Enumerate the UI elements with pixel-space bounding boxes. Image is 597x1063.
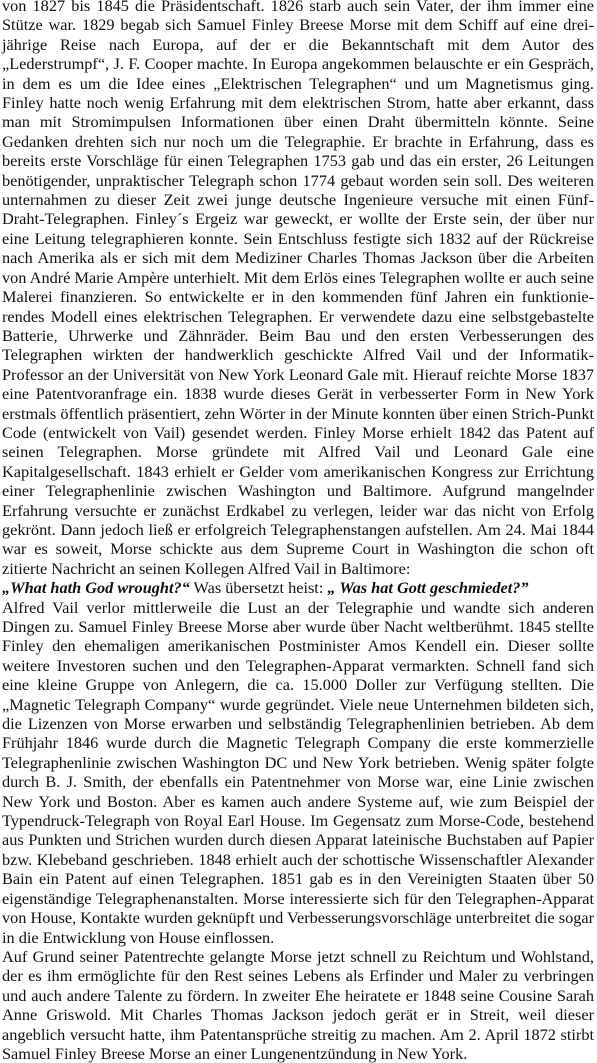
paragraph-1-text: von 1827 bis 1845 die Präsidentschaft. 1826 starb auch sein Vater, der ihm immer eine Stütze war. 1829 begab sich Samuel Finley Breese Morse mit dem Schiff auf eine drei-jährige Reise nach Europa, auf der er die Bekanntschaft mit dem Autor des „Lederstrumpf“, J. F. Cooper machte. In Europa angekommen belauschte er ein Gespräch, in dem es um die Idee eines „Elektrischen Telegraphen“ und um Magnetismus ging. Finley hatte noch wenig Erfahrung mit dem elektrischen Strom, hatte aber erkannt, dass man mit Stromimpulsen Informationen über einen Draht übermitteln könnte. Seine Gedanken drehten sich nur noch um die Telegraphie. Er brachte in Erfahrung, dass es bereits erste Vorschläge für einen Telegraphen 1753 gab und das ein erster, 26 Leitungen benötigender, unpraktischer Telegraph schon 1774 gebaut worden sein soll. Des weiteren unternahmen zu dieser Zeit zwei junge deutsche Ingenieure versuche mit einen Fünf-Draht-Telegraphen. Finley´s Ergeiz war geweckt, er wollte der Erste sein, der über nur eine Leitung telegraphieren konnte. Sein Entschluss festigte sich 1832 auf der Rückreise nach Amerika als er sich mit dem Mediziner Charles Thomas Jackson über die Arbeiten von André Marie Ampère unterhielt. Mit dem Erlös eines Telegraphen wollte er auch seine Malerei finanzieren. So entwickelte er in den kommenden fünf Jahren ein funktionierendes Modell eines elektrischen Telegraphen. Er verwendete dazu eine selbstgebastelte Batterie, Uhrwerke und Zähnräder. Beim Bau und den ersten Verbesserungen des Telegraphen wirkten der handwerklich geschickte Alfred Vail und der Informatik-Professor an der Universität von New York Leonard Gale mit. Hierauf reichte Morse 1837 eine Patentvoranfrage ein. 1838 wurde dieses Gerät in verbesserter Form in New York erstmals öffentlich präsentiert, zehn Wörter in der Minute konnten über einen Strich-Punkt Code (entwickelt von Vail) gesendet werden. Finley Morse erhielt 1842 das Patent auf seinen Telegraphen. Morse gründete mit Alfred Vail und Leonard Gale eine Kapitalgesellschaft. 1843 erhielt er Gelder vom amerikanischen Kongress zur Errichtung einer Telegraphenlinie zwischen Washington und Baltimore. Aufgrund mangelnder Erfahrung versuchte er zunächst Erdkabel zu verlegen, leider war das nicht von Erfolg gekrönt. Dann jedoch ließ er erfolgreich Telegraphenstangen aufstellen. Am 24. Mai 1844 war es soweit, Morse schickte aus dem Supreme Court in Washington die schon oft zitierte Nachricht an seinen Kollegen Alfred Vail in Baltimore: bbox=[2, 0, 594, 578]
quote-translation-intro: Was übersetzt heist: bbox=[189, 578, 328, 598]
paragraph-2: Alfred Vail verlor mittlerweile die Lust an der Telegraphie und wandte sich anderen Dingen zu. Samuel Finley Breese Morse aber wurde über Nacht weltberühmt. 1845 stellte Finley den ehemaligen amerikanischen Postminister Amos Kendell ein. Dieser sollte weitere Investoren suchen und den Telegraphen-Apparat vermarkten. Schnell fand sich eine kleine Gruppe von Anlegern, die ca. 15.000 Doller zur Verfügung stellten. Die „Magnetic Telegraph Company“ wurde gegründet. Viele neue Unternehmen bildeten sich, die Lizenzen von Morse erwarben und selbständig Telegraphenlinien betrieben. Ab dem Frühjahr 1846 wurde durch die Magnetic Telegraph Company die erste kommerzielle Telegraphenlinie zwischen Washington DC und New York betrieben. Wenig später folgte durch B. J. Smith, der ebenfalls ein Patentnehmer von Morse war, eine Linie zwischen New York und Boston. Aber es kamen auch andere Systeme auf, wie zum Beispiel der Typendruck-Telegraph von Royal Earl House. Im Gegensatz zum Morse-Code, bestehend aus Punkten und Strichen wurden durch diesen Apparat lateinische Buchstaben auf Papier bzw. Klebeband geschrieben. 1848 erhielt auch der schottische Wissenschaftler Alexander Bain ein Patent auf einen Telegraphen. 1851 gab es in den Vereinigten Staaten über 50 eigenständige Telegraphenanstalten. Morse interessierte sich für den Telegraphen-Apparat von House, Kontakte wurden geknüpft und Verbesserungsvorschläge unterbreitet die sogar in die Entwicklung von House einflossen. bbox=[2, 597, 594, 947]
paragraph-3: Auf Grund seiner Patentrechte gelangte Morse jetzt schnell zu Reichtum und Wohlstand, der es ihm ermöglichte für den Rest seines Lebens als Erfinder und Maler zu verbringen und auch andere Talente zu fördern. In zweiter Ehe heiratete er 1848 seine Cousine Sarah Anne Griswold. Mit Charles Thomas Jackson jedoch gerät er in Streit, weil dieser angeblich versucht hatte, ihm Patentansprüche streitig zu machen. Am 2. April 1872 stirbt Samuel Finley Breese Morse an einer Lungenentzündung in New York. bbox=[2, 946, 594, 1063]
paragraph-1 bbox=[2, 0, 594, 598]
quote-german: „ Was hat Gott geschmiedet?” bbox=[327, 578, 529, 598]
quote-english: „What hath God wrought?“ bbox=[2, 578, 190, 598]
